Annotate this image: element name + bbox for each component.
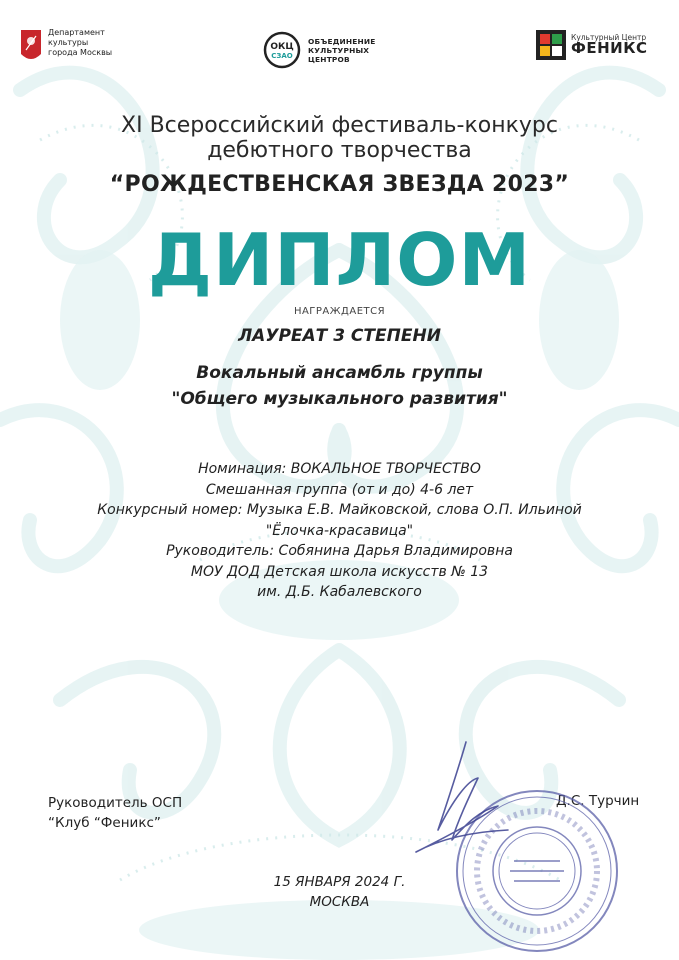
signatory-title [48, 793, 182, 833]
signature-icon [408, 740, 518, 860]
okc-abbr-2: СЗАО [271, 52, 293, 60]
fenix-square-icon [536, 30, 566, 60]
fenix-subtitle: Культурный Центр [571, 32, 647, 42]
okc-line-2: КУЛЬТУРНЫХ [308, 45, 370, 55]
contest-name: “РОЖДЕСТВЕНСКАЯ ЗВЕЗДА 2023” [109, 172, 570, 197]
nomination-line: Номинация: ВОКАЛЬНОЕ ТВОРЧЕСТВО [198, 461, 481, 477]
school-line: МОУ ДОД Детская школа искусств № 13 [190, 563, 489, 580]
signatory-name: Д.С. Турчин [556, 793, 640, 809]
dept-line-1: Департамент [48, 28, 105, 37]
festival-line-1: XI Всероссийский фестиваль-конкурс [121, 113, 558, 138]
dept-line-2: культуры [48, 38, 89, 47]
moscow-crest-icon [20, 28, 42, 64]
diploma-heading: ДИПЛОМ [147, 218, 532, 302]
recipient-line-2: "Общего музыкального развития" [171, 389, 508, 409]
awarded-label: НАГРАЖДАЕТСЯ [293, 306, 386, 317]
leader-line: Руководитель: Собянина Дарья Владимировна [166, 543, 513, 559]
moscow-culture-logo [20, 28, 138, 64]
okc-logo [262, 30, 398, 70]
issue-date: 15 ЯНВАРЯ 2024 Г. [273, 874, 406, 890]
laureate-degree: ЛАУРЕАТ 3 СТЕПЕНИ [238, 326, 441, 346]
okc-emblem-icon [262, 30, 302, 70]
fenix-title: ФЕНИКС [571, 39, 648, 58]
okc-line-3: ЦЕНТРОВ [308, 54, 350, 64]
song-title-line: "Ёлочка-красавица" [265, 522, 414, 539]
okc-line-1: ОБЪЕДИНЕНИЕ [308, 36, 376, 46]
signatory-title-line-1: Руководитель ОСП [48, 795, 183, 811]
festival-title [0, 113, 679, 163]
okc-abbr-1: ОКЦ [270, 42, 294, 52]
award-details [0, 459, 679, 603]
recipient-name [0, 360, 679, 412]
age-group-line: Смешанная группа (от и до) 4-6 лет [205, 481, 474, 498]
contest-number-line: Конкурсный номер: Музыка Е.В. Майковской, слова О.П. Ильиной [97, 502, 582, 518]
recipient-line-1: Вокальный ансамбль группы [196, 363, 483, 383]
signatory-title-line-2: “Клуб “Феникс” [48, 815, 161, 831]
school-name-line: им. Д.Б. Кабалевского [257, 584, 422, 600]
dept-line-3: города Москвы [48, 48, 113, 57]
issue-city: МОСКВА [309, 894, 370, 910]
festival-line-2: дебютного творчества [207, 138, 472, 163]
fenix-logo [536, 30, 648, 60]
